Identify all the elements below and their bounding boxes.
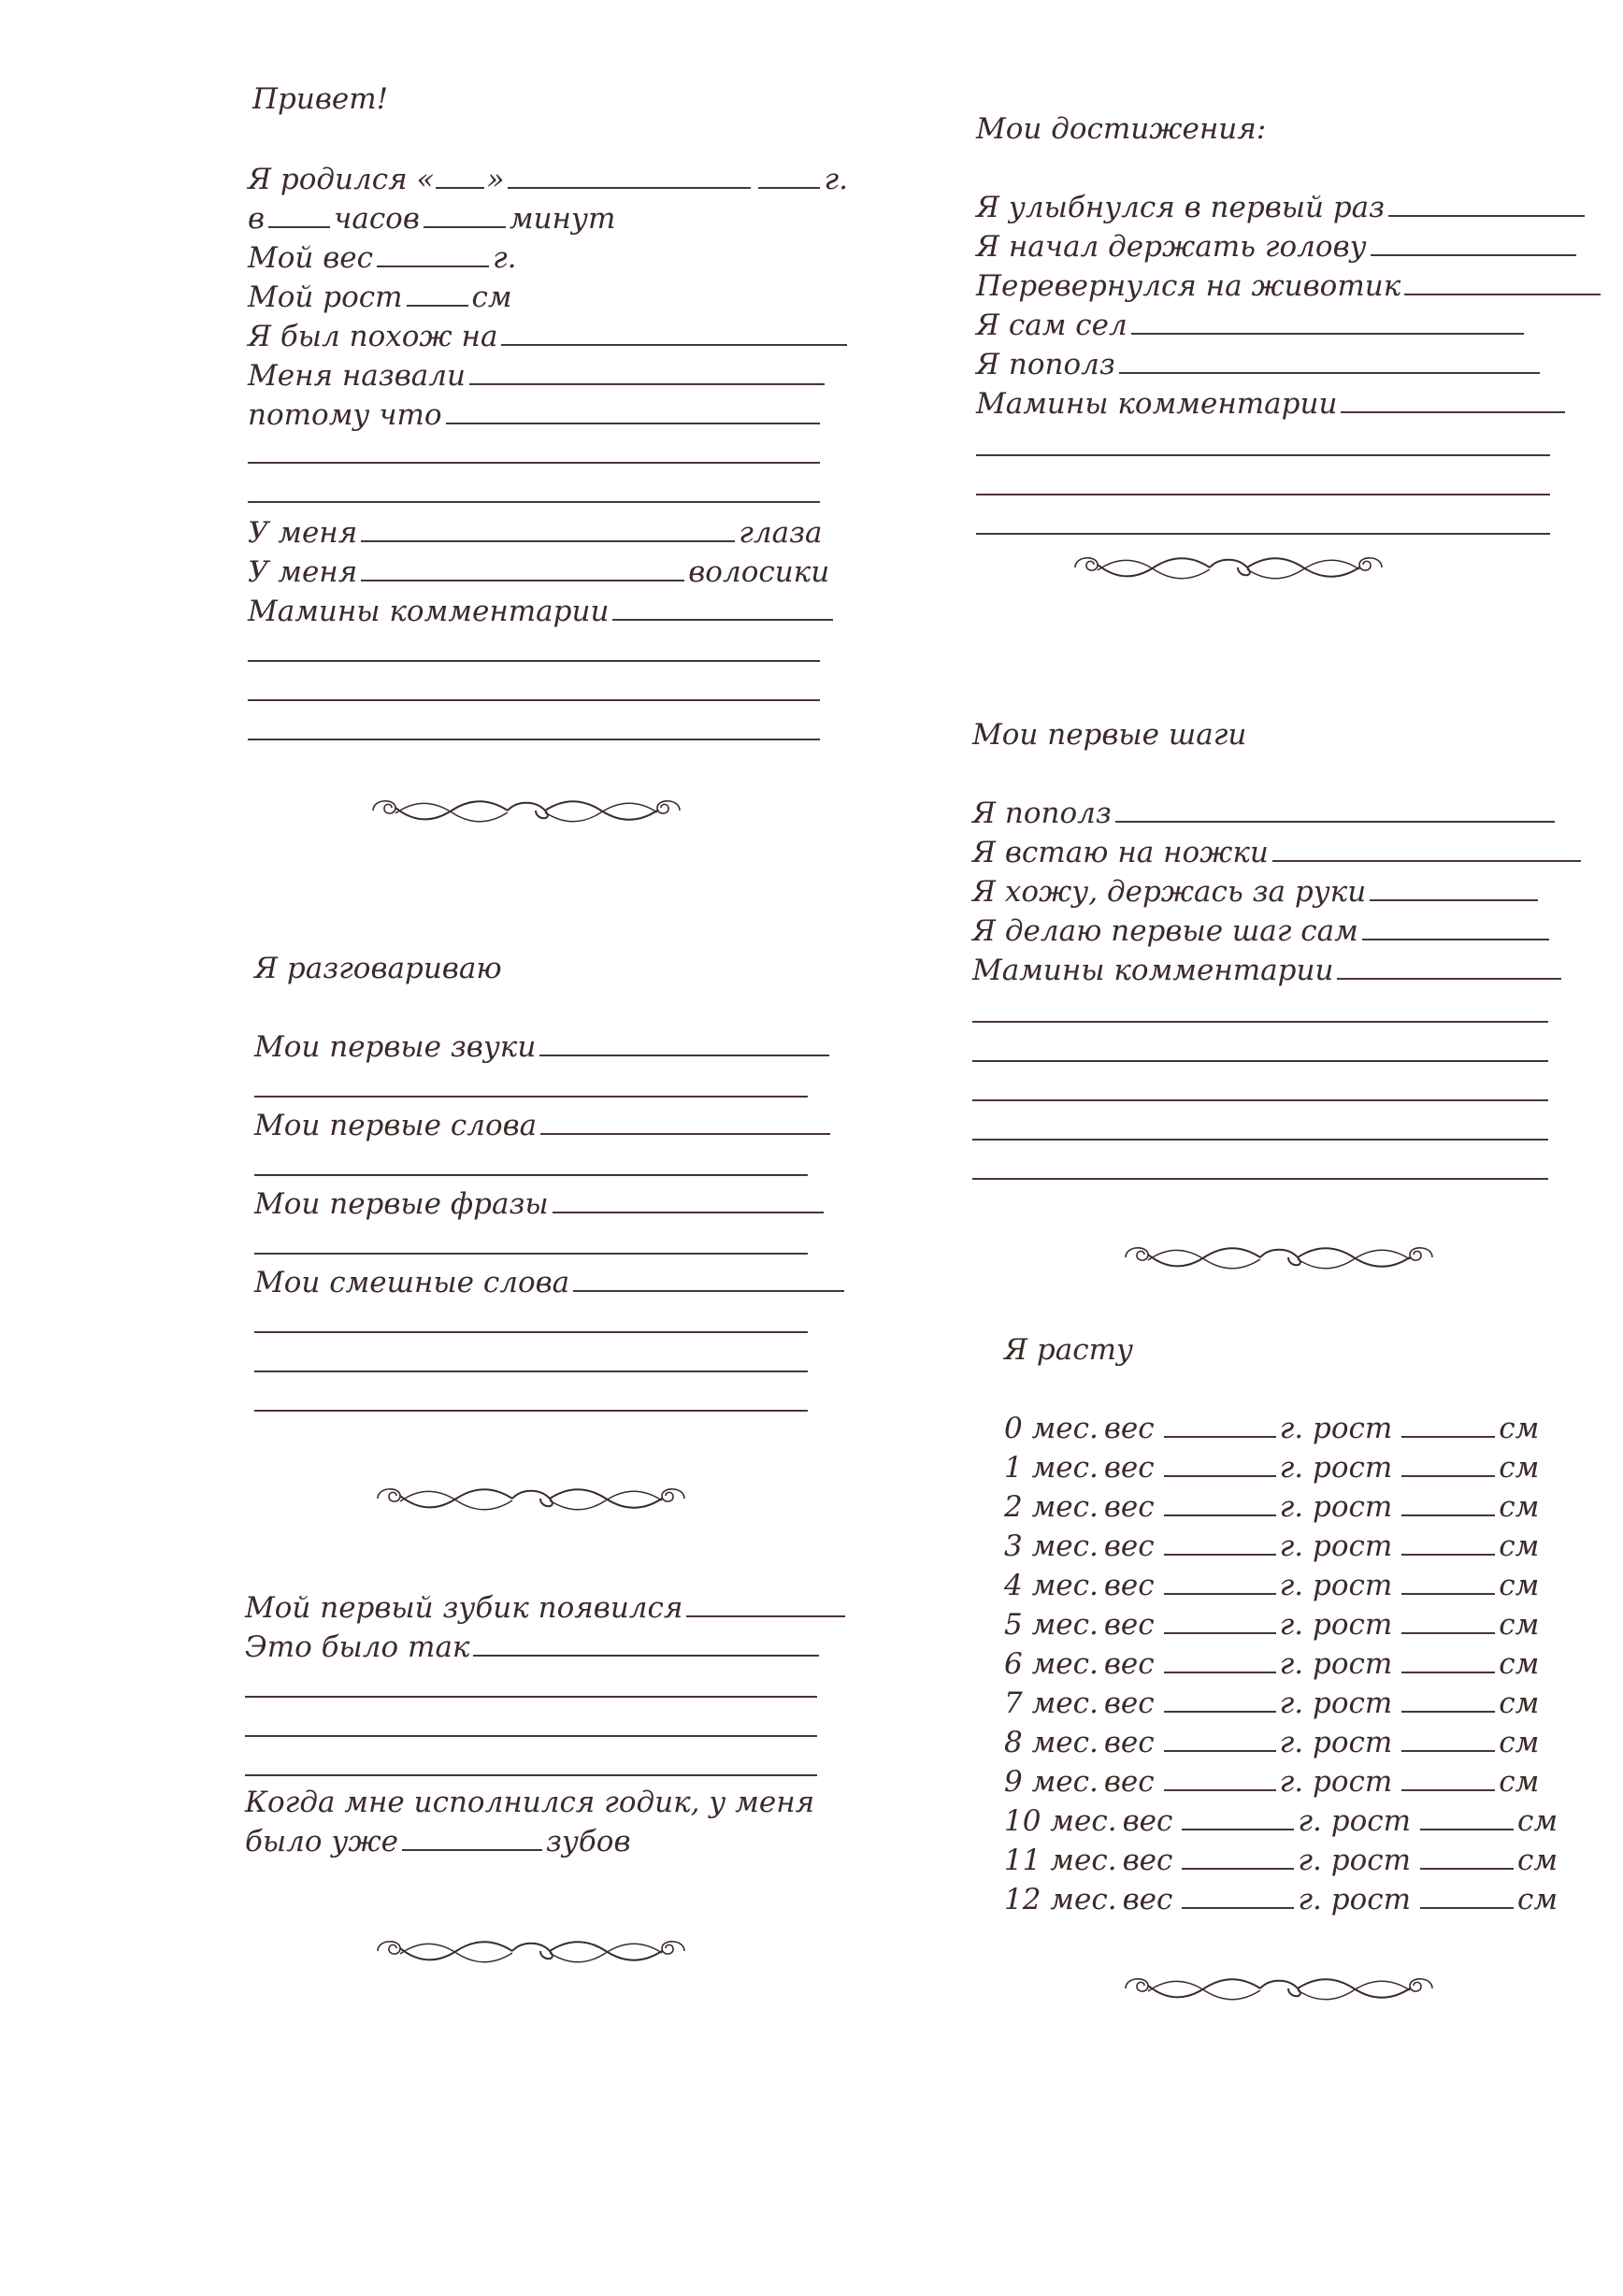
growth-weight-label: вес (1103, 1647, 1155, 1681)
hair-line (248, 553, 829, 591)
because-field[interactable] (446, 398, 820, 424)
weight-field[interactable] (377, 241, 489, 267)
divider-ornament-3 (372, 1935, 690, 1967)
achievements-comments-line-4[interactable] (976, 533, 1550, 535)
looked-like-field[interactable] (501, 320, 847, 346)
funny-words-label: Мои смешные слова (254, 1266, 570, 1299)
first-sounds-line (254, 1028, 833, 1066)
eyes-label: глаза (739, 516, 823, 550)
first-phrases-line (254, 1185, 827, 1223)
height-unit: см (471, 280, 512, 314)
it-was-line-3[interactable] (245, 1735, 817, 1737)
funny-words-field[interactable] (573, 1266, 844, 1292)
first-tooth-line (245, 1589, 849, 1627)
greeting-title: Привет! (252, 82, 389, 116)
growth-weight-label: вес (1103, 1765, 1155, 1799)
year-teeth-text-1: Когда мне исполнился годик, у меня (245, 1786, 815, 1819)
growth-month-label: 6 мес. (1004, 1647, 1099, 1681)
rolled-field[interactable] (1404, 269, 1601, 295)
growth-month-label: 7 мес. (1004, 1686, 1099, 1720)
walk-holding-line (972, 873, 1542, 911)
steps-comments-line-6[interactable] (972, 1178, 1548, 1180)
born-line (248, 161, 848, 198)
because-extra-line-2[interactable] (248, 501, 820, 503)
first-step-label: Я делаю первые шаг сам (972, 914, 1358, 948)
rolled-label: Перевернулся на животик (976, 269, 1401, 303)
growth-row (1004, 1842, 1563, 1879)
sat-field[interactable] (1131, 309, 1524, 335)
it-was-field[interactable] (473, 1630, 819, 1657)
growth-row (1004, 1802, 1563, 1840)
growth-height-field[interactable] (1420, 1804, 1514, 1830)
first-words-line (254, 1107, 834, 1144)
growth-weight-field[interactable] (1182, 1844, 1294, 1870)
achievements-title: Мои достижения: (976, 112, 1267, 146)
sat-line (976, 307, 1528, 344)
minutes-label: минут (509, 202, 616, 236)
height-field[interactable] (407, 280, 468, 307)
growth-height-unit: см (1516, 1844, 1558, 1877)
first-tooth-field[interactable] (686, 1591, 845, 1617)
growth-height-field[interactable] (1401, 1686, 1495, 1713)
growth-weight-label: вес (1103, 1529, 1155, 1563)
growth-month-label: 11 мес. (1004, 1844, 1117, 1877)
growth-weight-field[interactable] (1164, 1765, 1276, 1791)
growth-height-unit: см (1499, 1412, 1540, 1445)
growth-height-unit: см (1499, 1529, 1540, 1563)
growth-row (1004, 1410, 1544, 1447)
born-year-field[interactable] (758, 163, 820, 189)
divider-ornament-5 (1120, 1241, 1438, 1273)
growth-height-field[interactable] (1401, 1451, 1495, 1477)
growth-month-label: 5 мес. (1004, 1608, 1099, 1642)
growth-row (1004, 1488, 1544, 1526)
growth-row (1004, 1685, 1544, 1722)
growth-weight-unit: г. рост (1279, 1765, 1393, 1799)
growth-month-label: 3 мес. (1004, 1529, 1099, 1563)
looked-like-line (248, 318, 851, 355)
steps-comments-line-4[interactable] (972, 1099, 1548, 1101)
first-phrases-field[interactable] (553, 1187, 824, 1213)
hair-prefix: У меня (248, 555, 358, 589)
hours-label: часов (334, 202, 420, 236)
teeth-count-field[interactable] (402, 1825, 542, 1851)
born-year-unit: г. (824, 163, 848, 196)
achievements-comments-label: Мамины комментарии (976, 387, 1338, 421)
achievements-crawled-field[interactable] (1119, 348, 1540, 374)
first-words-label: Мои первые слова (254, 1109, 538, 1142)
growth-weight-label: вес (1122, 1804, 1173, 1838)
growth-height-unit: см (1516, 1804, 1558, 1838)
year-teeth-prefix: было уже (245, 1825, 398, 1858)
growth-weight-label: вес (1103, 1569, 1155, 1602)
first-words-field[interactable] (540, 1109, 830, 1135)
named-field[interactable] (469, 359, 825, 385)
growth-height-unit: см (1499, 1451, 1540, 1485)
greeting-comments-line-4[interactable] (248, 739, 820, 740)
growth-weight-unit: г. рост (1279, 1529, 1393, 1563)
greeting-comments-label: Мамины комментарии (248, 595, 610, 628)
growth-weight-field[interactable] (1164, 1412, 1276, 1438)
growth-weight-unit: г. рост (1298, 1883, 1411, 1916)
born-quote-close: » (486, 163, 505, 196)
growth-weight-label: вес (1122, 1883, 1173, 1916)
held-head-label: Я начал держать голову (976, 230, 1367, 264)
growth-weight-field[interactable] (1182, 1883, 1294, 1909)
growth-weight-label: вес (1103, 1608, 1155, 1642)
walk-holding-field[interactable] (1370, 875, 1538, 901)
growth-height-field[interactable] (1401, 1726, 1495, 1752)
growth-month-label: 8 мес. (1004, 1726, 1099, 1759)
first-step-field[interactable] (1362, 914, 1549, 940)
growth-height-field[interactable] (1401, 1647, 1495, 1673)
smiled-label: Я улыбнулся в первый раз (976, 191, 1386, 224)
growth-month-label: 1 мес. (1004, 1451, 1099, 1485)
steps-comments-line-3[interactable] (972, 1060, 1548, 1062)
first-phrases-line-2[interactable] (254, 1253, 808, 1255)
divider-ornament-4 (1070, 552, 1387, 583)
hair-label: волосики (688, 555, 830, 589)
achievements-comments-line-2[interactable] (976, 454, 1550, 456)
steps-comments-line-5[interactable] (972, 1139, 1548, 1141)
funny-words-line-3[interactable] (254, 1370, 808, 1372)
steps-comments-field[interactable] (1337, 954, 1561, 980)
smiled-line (976, 189, 1588, 226)
year-teeth-line-1 (245, 1784, 814, 1821)
growth-weight-field[interactable] (1182, 1804, 1294, 1830)
sat-label: Я сам сел (976, 309, 1127, 342)
growth-height-field[interactable] (1401, 1569, 1495, 1595)
steps-comments-line (972, 952, 1565, 989)
hours-field[interactable] (268, 202, 330, 228)
growth-weight-unit: г. рост (1279, 1647, 1393, 1681)
growth-weight-label: вес (1103, 1726, 1155, 1759)
born-day-field[interactable] (436, 163, 484, 189)
it-was-line (245, 1629, 823, 1666)
growth-weight-unit: г. рост (1298, 1804, 1411, 1838)
growth-weight-unit: г. рост (1279, 1726, 1393, 1759)
growth-weight-field[interactable] (1164, 1490, 1276, 1516)
growth-height-unit: см (1499, 1765, 1540, 1799)
steps-title: Мои первые шаги (972, 718, 1247, 752)
growth-row (1004, 1881, 1563, 1918)
achievements-comments-field[interactable] (1341, 387, 1565, 413)
growth-row (1004, 1567, 1544, 1604)
named-line (248, 357, 828, 395)
year-teeth-line-2 (245, 1823, 631, 1860)
height-label: Мой рост (248, 280, 403, 314)
first-sounds-field[interactable] (539, 1030, 829, 1056)
achievements-crawled-label: Я пополз (976, 348, 1115, 381)
first-step-line (972, 912, 1553, 950)
growth-weight-label: вес (1122, 1844, 1173, 1877)
born-label: Я родился « (248, 163, 435, 196)
funny-words-line-4[interactable] (254, 1410, 808, 1412)
growth-row (1004, 1528, 1544, 1565)
growth-weight-unit: г. рост (1298, 1844, 1411, 1877)
growth-month-label: 0 мес. (1004, 1412, 1099, 1445)
growth-month-label: 9 мес. (1004, 1765, 1099, 1799)
first-phrases-label: Мои первые фразы (254, 1187, 549, 1221)
minutes-field[interactable] (424, 202, 506, 228)
growth-height-unit: см (1499, 1647, 1540, 1681)
growth-month-label: 4 мес. (1004, 1569, 1099, 1602)
growth-weight-field[interactable] (1164, 1451, 1276, 1477)
growth-height-unit: см (1499, 1569, 1540, 1602)
because-extra-line-1[interactable] (248, 462, 820, 464)
first-sounds-line-2[interactable] (254, 1096, 808, 1098)
growth-weight-label: вес (1103, 1451, 1155, 1485)
it-was-line-2[interactable] (245, 1696, 817, 1698)
growth-weight-label: вес (1103, 1686, 1155, 1720)
first-sounds-label: Мои первые звуки (254, 1030, 537, 1064)
growth-height-unit: см (1499, 1686, 1540, 1720)
growth-height-field[interactable] (1401, 1412, 1495, 1438)
growth-weight-unit: г. рост (1279, 1569, 1393, 1602)
growth-height-field[interactable] (1420, 1844, 1514, 1870)
growth-height-unit: см (1499, 1608, 1540, 1642)
it-was-label: Это было так (245, 1630, 470, 1664)
stand-label: Я встаю на ножки (972, 836, 1269, 869)
growing-title: Я расту (1004, 1333, 1133, 1367)
smiled-field[interactable] (1388, 191, 1585, 217)
growth-weight-field[interactable] (1164, 1529, 1276, 1556)
steps-crawled-field[interactable] (1115, 796, 1555, 823)
rolled-line (976, 267, 1604, 305)
growth-height-unit: см (1516, 1883, 1558, 1916)
weight-label: Мой вес (248, 241, 373, 275)
held-head-field[interactable] (1371, 230, 1576, 256)
divider-ornament-1 (367, 795, 685, 826)
achievements-crawled-line (976, 346, 1544, 383)
growth-month-label: 2 мес. (1004, 1490, 1099, 1524)
eyes-line (248, 514, 823, 552)
growth-weight-field[interactable] (1164, 1608, 1276, 1634)
looked-like-label: Я был похож на (248, 320, 498, 353)
growth-weight-unit: г. рост (1279, 1490, 1393, 1524)
hair-field[interactable] (361, 555, 684, 581)
growth-weight-unit: г. рост (1279, 1451, 1393, 1485)
walk-holding-label: Я хожу, держась за руки (972, 875, 1367, 909)
first-tooth-label: Мой первый зубик появился (245, 1591, 683, 1625)
greeting-comments-field[interactable] (612, 595, 833, 621)
growth-height-unit: см (1499, 1490, 1540, 1524)
eyes-field[interactable] (361, 516, 735, 542)
growth-height-field[interactable] (1401, 1490, 1495, 1516)
divider-ornament-6 (1120, 1973, 1438, 2004)
greeting-comments-line (248, 593, 837, 630)
height-line (248, 279, 512, 316)
growth-weight-unit: г. рост (1279, 1412, 1393, 1445)
growth-weight-label: вес (1103, 1490, 1155, 1524)
weight-unit: г. (492, 241, 517, 275)
funny-words-line-2[interactable] (254, 1331, 808, 1333)
growth-weight-unit: г. рост (1279, 1686, 1393, 1720)
steps-crawled-line (972, 795, 1558, 832)
named-label: Меня назвали (248, 359, 466, 393)
held-head-line (976, 228, 1580, 265)
growth-weight-field[interactable] (1164, 1726, 1276, 1752)
stand-line (972, 834, 1585, 871)
achievements-comments-line (976, 385, 1569, 423)
growth-row (1004, 1449, 1544, 1486)
year-teeth-suffix: зубов (546, 1825, 631, 1858)
growth-month-label: 12 мес. (1004, 1883, 1117, 1916)
divider-ornament-2 (372, 1483, 690, 1514)
growth-weight-field[interactable] (1164, 1686, 1276, 1713)
growth-height-field[interactable] (1401, 1529, 1495, 1556)
growth-row (1004, 1763, 1544, 1801)
steps-crawled-label: Я пополз (972, 796, 1112, 830)
talking-title: Я разговариваю (254, 952, 502, 985)
growth-weight-label: вес (1103, 1412, 1155, 1445)
because-line (248, 396, 824, 434)
steps-comments-label: Мамины комментарии (972, 954, 1334, 987)
weight-line (248, 239, 517, 277)
growth-row (1004, 1606, 1544, 1643)
growth-month-label: 10 мес. (1004, 1804, 1117, 1838)
growth-height-unit: см (1499, 1726, 1540, 1759)
growth-weight-field[interactable] (1164, 1647, 1276, 1673)
growth-row (1004, 1724, 1544, 1761)
growth-weight-unit: г. рост (1279, 1608, 1393, 1642)
growth-weight-field[interactable] (1164, 1569, 1276, 1595)
at-label: в (248, 202, 266, 236)
time-line (248, 200, 615, 237)
born-month-field[interactable] (508, 163, 751, 189)
growth-height-field[interactable] (1420, 1883, 1514, 1909)
greeting-comments-line-3[interactable] (248, 699, 820, 701)
achievements-comments-line-3[interactable] (976, 494, 1550, 495)
because-label: потому что (248, 398, 442, 432)
it-was-line-4[interactable] (245, 1774, 817, 1776)
first-words-line-2[interactable] (254, 1174, 808, 1176)
greeting-comments-line-2[interactable] (248, 660, 820, 662)
funny-words-line (254, 1264, 848, 1301)
steps-comments-line-2[interactable] (972, 1021, 1548, 1023)
eyes-prefix: У меня (248, 516, 358, 550)
stand-field[interactable] (1272, 836, 1581, 862)
growth-height-field[interactable] (1401, 1608, 1495, 1634)
growth-height-field[interactable] (1401, 1765, 1495, 1791)
growth-row (1004, 1645, 1544, 1683)
